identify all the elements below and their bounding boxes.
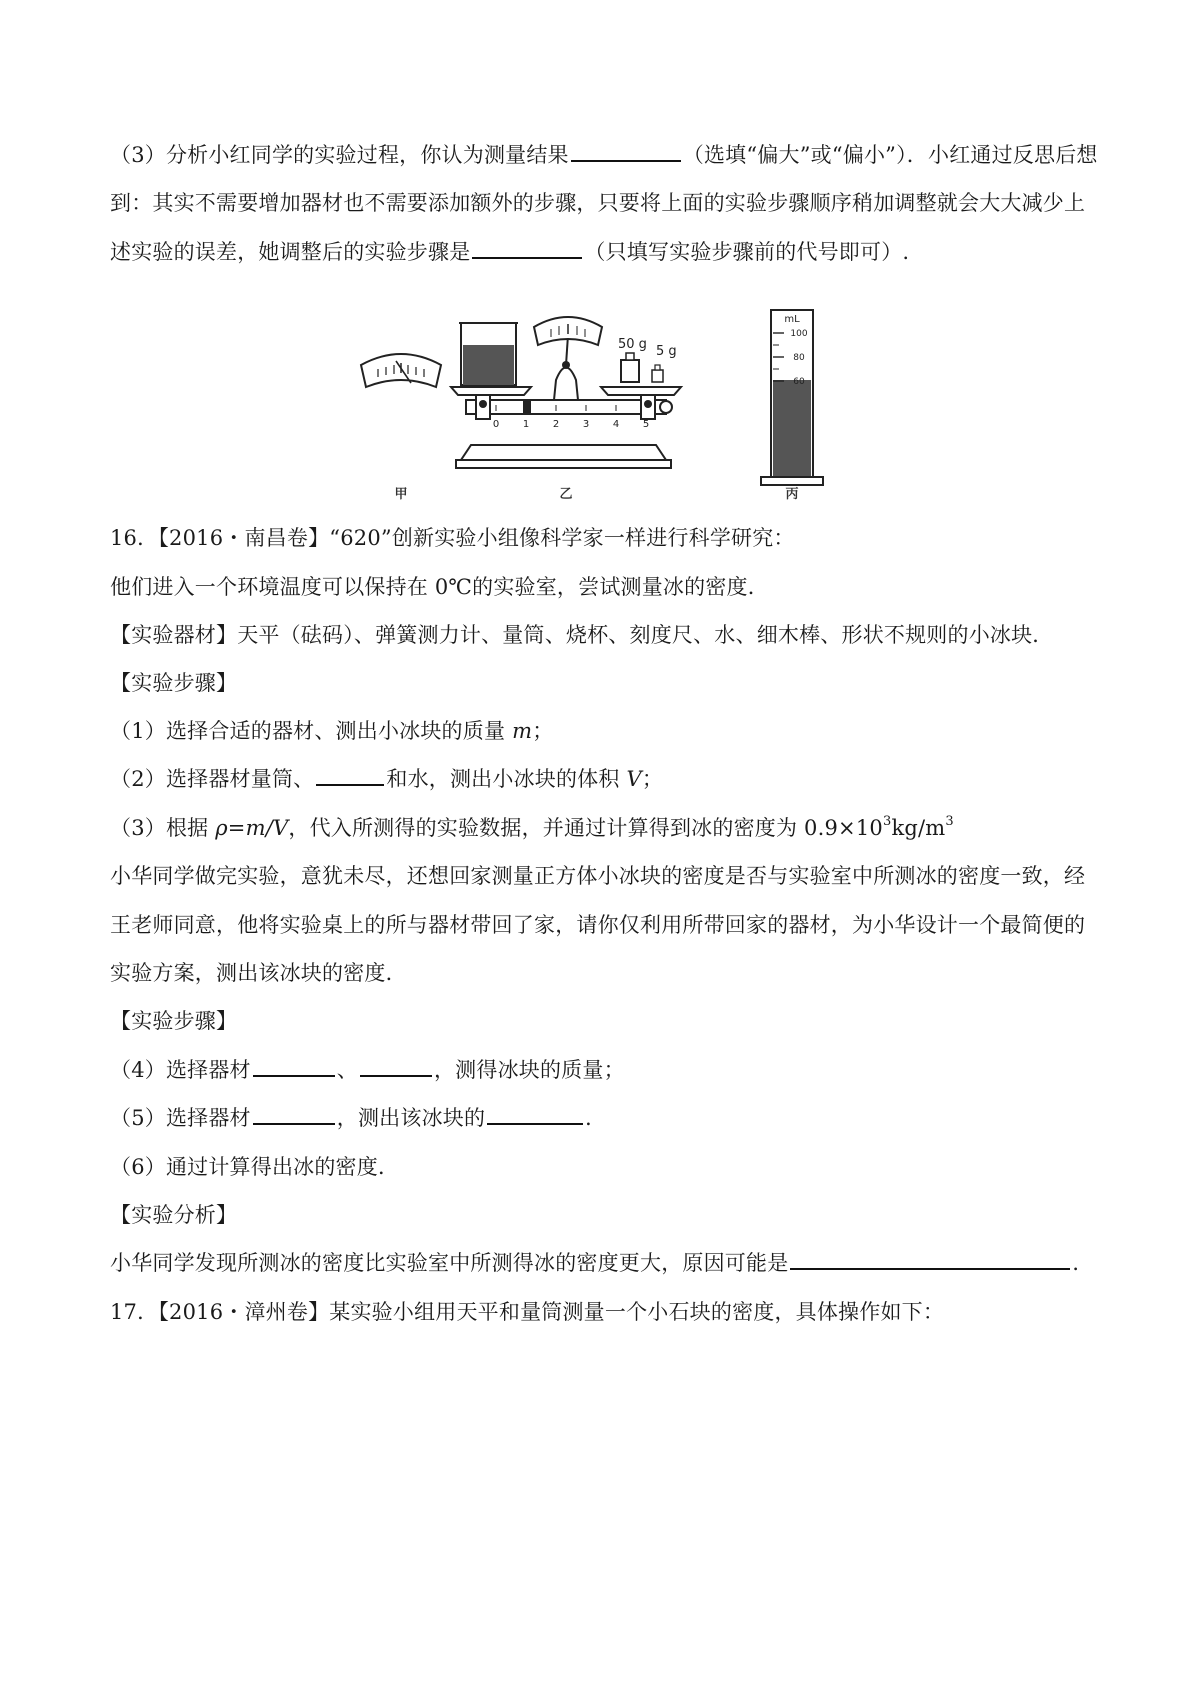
cylinder-tick: 100 xyxy=(790,329,808,339)
text-segment: （1）选择合适的器材、测出小冰块的质量 xyxy=(110,719,506,743)
text-segment: ，代入所测得的实验数据，并通过计算得到冰的密度为 0.9×10 xyxy=(288,816,883,840)
text-segment: ； xyxy=(641,767,664,791)
answer-blank[interactable] xyxy=(487,1103,583,1125)
q16-steps-header-2: 【实验步骤】 xyxy=(110,1009,238,1033)
weight-5g-label: 5 g xyxy=(656,344,677,359)
q15-part3-line1 xyxy=(110,140,1110,170)
answer-blank[interactable] xyxy=(360,1055,432,1077)
figure-label-yi: 乙 xyxy=(559,487,573,502)
cylinder-bing xyxy=(761,310,823,485)
text-segment: ，测得冰块的质量； xyxy=(433,1058,625,1082)
q15-part3-line2: 到：其实不需要增加器材也不需要添加额外的步骤，只要将上面的实验步骤顺序稍加调整就会大大减少上 xyxy=(110,191,1086,215)
q17-title: 17．【2016・漳州卷】某实验小组用天平和量筒测量一个小石块的密度，具体操作如下： xyxy=(110,1300,945,1324)
answer-blank[interactable] xyxy=(472,237,582,259)
exponent: 3 xyxy=(945,814,954,829)
text-segment: 述实验的误差，她调整后的实验步骤是 xyxy=(110,240,471,264)
text-segment: ． xyxy=(1072,1251,1094,1275)
text-segment: 小华同学发现所测冰的密度比实验室中所测得冰的密度更大，原因可能是 xyxy=(110,1251,789,1275)
text-segment: 、 xyxy=(336,1058,358,1082)
text-segment: kg/m xyxy=(891,816,946,840)
text-segment: （4）选择器材 xyxy=(110,1058,251,1082)
beam-tick-label: 2 xyxy=(552,419,560,430)
cylinder-unit: mL xyxy=(784,314,800,325)
answer-blank[interactable] xyxy=(571,140,681,162)
formula: ρ=m/V xyxy=(215,816,289,840)
text-segment: （3）分析小红同学的实验过程，你认为测量结果 xyxy=(110,143,569,167)
balance-yi xyxy=(451,317,681,468)
q16-analysis xyxy=(110,1248,1110,1278)
text-segment: ； xyxy=(532,719,554,743)
q16-title: 16．【2016・南昌卷】“620”创新实验小组像科学家一样进行科学研究： xyxy=(110,526,795,550)
beam-tick-label: 3 xyxy=(582,419,590,430)
beam-tick-label: 4 xyxy=(612,419,620,430)
weight-50g xyxy=(621,360,639,382)
figure-label-jia: 甲 xyxy=(394,487,408,502)
answer-blank[interactable] xyxy=(790,1248,1070,1270)
weight-50g-label: 50 g xyxy=(618,337,647,352)
text-segment: （3）根据 xyxy=(110,816,209,840)
rider xyxy=(523,401,531,413)
text-segment: ． xyxy=(585,1106,607,1130)
figure-label-bing: 丙 xyxy=(785,487,799,502)
text-segment: （只填写实验步骤前的代号即可）. xyxy=(584,240,910,264)
q16-para3: 实验方案，测出该冰块的密度． xyxy=(110,961,407,985)
q16-step3 xyxy=(110,813,1110,843)
q16-step1 xyxy=(110,716,1110,746)
dial-jia xyxy=(361,354,441,387)
beam-tick-label: 1 xyxy=(522,419,530,430)
q16-intro: 他们进入一个环境温度可以保持在 0℃的实验室，尝试测量冰的密度． xyxy=(110,575,769,599)
q16-step4 xyxy=(110,1055,1110,1085)
q16-equipment: 【实验器材】天平（砝码）、弹簧测力计、量筒、烧杯、刻度尺、水、细木棒、形状不规则的小冰块． xyxy=(110,623,1054,647)
q16-steps-header: 【实验步骤】 xyxy=(110,671,238,695)
exponent: 3 xyxy=(882,814,892,829)
balance-figure xyxy=(356,305,842,505)
text-segment: ，测出该冰块的 xyxy=(336,1106,486,1130)
text-segment: （5）选择器材 xyxy=(110,1106,251,1130)
q16-para2: 王老师同意，他将实验桌上的所与器材带回了家，请你仅利用所带回家的器材，为小华设计一个最简便的 xyxy=(110,913,1086,937)
weight-5g xyxy=(652,370,663,382)
text-segment: （选填“偏大”或“偏小”）．小红通过反思后想 xyxy=(682,143,1098,167)
q16-step2 xyxy=(110,764,1110,794)
q16-step5 xyxy=(110,1103,1110,1133)
answer-blank[interactable] xyxy=(253,1103,335,1125)
beam-tick-label: 5 xyxy=(642,419,650,430)
text-segment: 和水，测出小冰块的体积 xyxy=(386,767,620,791)
q16-analysis-header: 【实验分析】 xyxy=(110,1203,238,1227)
cylinder-tick: 60 xyxy=(793,377,805,387)
balance-diagram xyxy=(356,305,842,505)
variable-m: m xyxy=(512,719,533,743)
q15-part3-line3 xyxy=(110,237,1110,267)
q16-step6: （6）通过计算得出冰的密度． xyxy=(110,1155,400,1179)
text-segment: （2）选择器材量筒、 xyxy=(110,767,315,791)
answer-blank[interactable] xyxy=(316,764,384,786)
beam-tick-label: 0 xyxy=(492,419,500,430)
cylinder-tick: 80 xyxy=(793,353,805,363)
variable-v: V xyxy=(626,767,642,791)
answer-blank[interactable] xyxy=(253,1055,335,1077)
q16-para1: 小华同学做完实验，意犹未尽，还想回家测量正方体小冰块的密度是否与实验室中所测冰的密度一致，经 xyxy=(110,864,1086,888)
